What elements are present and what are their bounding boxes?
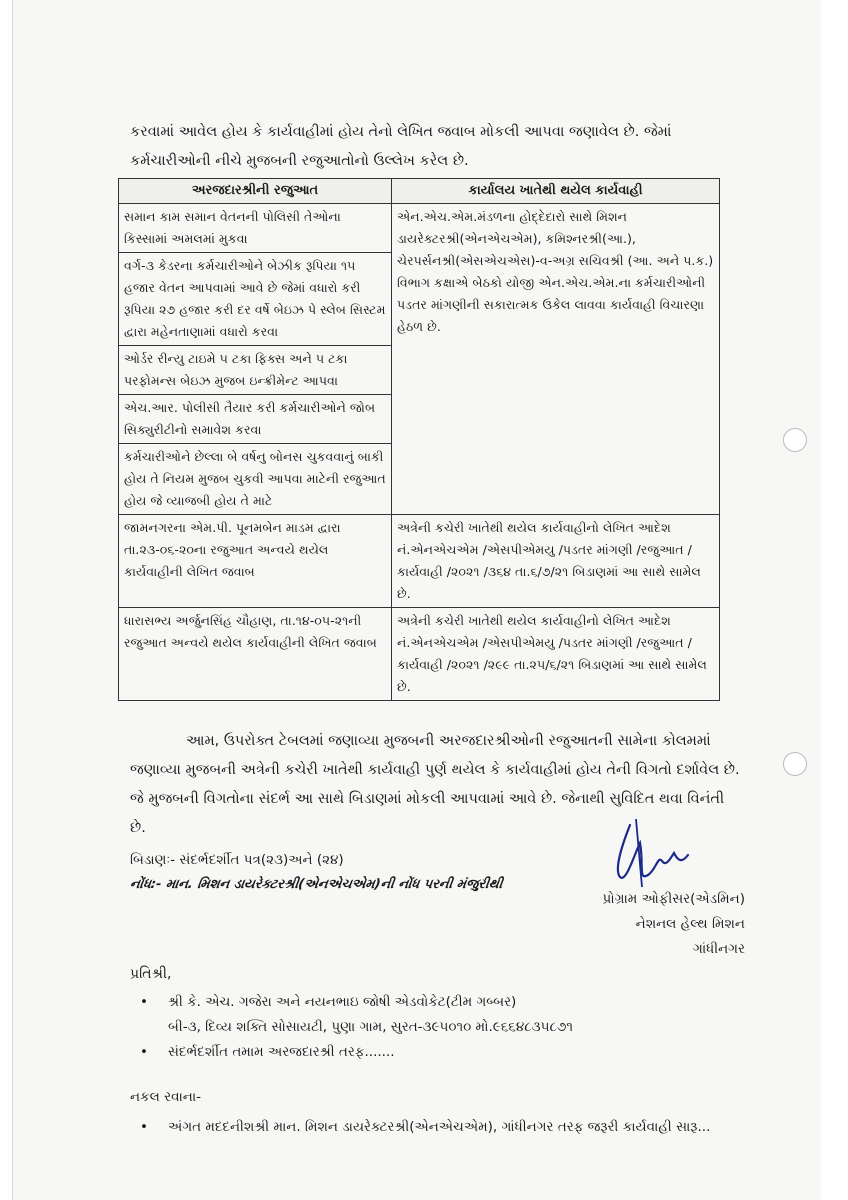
bullet-icon: • (140, 1119, 148, 1135)
header-request: અરજદારશ્રીની રજુઆત (119, 179, 392, 204)
signatory-city: ગાંધીનગર (692, 941, 745, 957)
table-row (119, 515, 720, 608)
punch-hole (783, 752, 807, 776)
forward-list (140, 1115, 790, 1140)
request-cell: જામનગરના એમ.પી. પૂનમબેન માડમ દ્વારા તા.૨૩-૦૬-૨૦ના રજુઆત અન્વયે થયેલ કાર્યવાહીની લેખિત જવાબ (119, 515, 392, 608)
request-cell: વર્ગ-૩ કેડરના કર્મચારીઓને બેઝીક રૂપિયા ૧૫ હજાર વેતન આપવામાં આવે છે જેમાં વધારો કરી રૂપિયા ૨૭ હજાર કરી દર વર્ષે બેઇઝ પે સ્લેબ સિસ્ટમ દ્વારા મહેનતાણામાં વધારો કરવા (119, 253, 392, 346)
action-cell: અત્રેની કચેરી ખાતેથી થયેલ કાર્યવાહીનો લેખિત આદેશ નં.એનએચએમ /એસપીએમયુ /પડતર માંગણી /રજુઆત /કાર્યવાહી /૨૦૨૧ /૩૬૪ તા.૬/૭/૨૧ બિડાણમાં આ સાથે સામેલ છે. (392, 515, 720, 608)
recipient-all: સંદર્ભદર્શીત તમામ અરજદારશ્રી તરફ....... (168, 1044, 395, 1060)
list-item (140, 1040, 780, 1065)
forward-recipient: અંગત મદદનીશશ્રી માન. મિશન ડાયરેક્ટરશ્રી(એનએચએમ), ગાંધીનગર તરફ જરૂરી કાર્યવાહી સારૂ... (168, 1119, 711, 1135)
header-action: કાર્યાલય ખાતેથી થયેલ કાર્યવાહી (392, 179, 720, 204)
intro-line: કરવામાં આવેલ હોય કે કાર્યવાહીમાં હોય તેનો લેખિત જવાબ મોકલી આપવા જણાવેલ છે. જેમાં (130, 124, 672, 140)
table-row (119, 608, 720, 701)
table-row (119, 204, 720, 253)
intro-paragraph (130, 118, 742, 176)
action-cell: એન.એચ.એમ.મંડળના હોદ્દેદારો સાથે મિશન ડાયરેક્ટરશ્રી(એનએચએમ), કમિશ્નરશ્રી(આ.), ચેરપર્સનશ્રી(એસએચએસ)-વ-અગ્ર સચિવશ્રી (આ. અને પ.ક.) વિભાગ કક્ષાએ બેઠકો યોજી એન.એચ.એમ.ના કર્મચારીઓની પડતર માંગણીની સકારાત્મક ઉકેલ લાવવા કાર્યવાહી વિચારણા હેઠળ છે. (392, 204, 720, 515)
list-item (140, 990, 780, 1015)
list-item (140, 1015, 780, 1040)
representation-table (118, 178, 720, 701)
table-header-row (119, 179, 720, 204)
request-cell: કર્મચારીઓને છેલ્લા બે વર્ષનુ બોનસ ચુકવવાનું બાકી હોય તે નિયમ મુજબ ચુકવી આપવા માટેની રજુઆત હોય જે વ્યાજબી હોય તે માટે (119, 444, 392, 515)
request-cell: ઓર્ડર રીન્યુ ટાઇમે ૫ ટકા ફિક્સ અને ૫ ટકા પરફોમન્સ બેઇઝ મુજબ ઇન્ક્રીમેન્ટ આપવા (119, 346, 392, 395)
action-cell: અત્રેની કચેરી ખાતેથી થયેલ કાર્યવાહીનો લેખિત આદેશ નં.એનએચએમ /એસપીએમયુ /પડતર માંગણી /રજુઆત /કાર્યવાહી /૨૦૨૧ /૨૯૯ તા.૨૫/૬/૨૧ બિડાણમાં આ સાથે સામેલ છે. (392, 608, 720, 701)
copy-to-list (140, 990, 780, 1065)
request-cell: સમાન કામ સમાન વેતનની પોલિસી તેઓના કિસ્સામાં અમલમાં મુકવા (119, 204, 392, 253)
handwritten-note: નોંધ:- માન. મિશન ડાયરેક્ટરશ્રી(એનએચએમ)ની નોંધ પરની મંજુરીથી (128, 877, 504, 892)
bullet-icon: • (140, 994, 148, 1010)
bullet-icon: • (140, 1044, 148, 1060)
forward-label: નકલ રવાના- (130, 1089, 202, 1105)
signatory-title: પ્રોગ્રામ ઓફીસર(એડમિન) (602, 891, 745, 907)
recipient-address: બી-૩, દિવ્ય શક્તિ સોસાયટી, પુણા ગામ, સુરત-૩૯૫૦૧૦ મો.૯૬૬૪૮૩૫૮૭૧ (168, 1019, 573, 1035)
closing-paragraph: આમ, ઉપરોક્ત ટેબલમાં જણાવ્યા મુજબની અરજદારશ્રીઓની રજુઆતની સામેના કોલમમાં જણાવ્યા મુજબની અત્રેની કચેરી ખાતેથી કાર્યવાહી પુર્ણ થયેલ કે કાર્યવાહીમાં હોય તેની વિગતો દર્શાવેલ છે. જે મુજબની વિગતોના સંદર્ભ આ સાથે બિડાણમાં મોકલી આપવામાં આવે છે. જેનાથી સુવિદિત થવા વિનંતી છે. (130, 733, 740, 836)
punch-hole (783, 428, 807, 452)
attachment-line: બિડાણઃ- સંદર્ભદર્શીત પત્ર(૨૩)અને (૨૪) (130, 852, 344, 868)
list-item (140, 1115, 790, 1140)
request-cell: એચ.આર. પોલીસી તૈયાર કરી કર્મચારીઓને જોબ સિક્યુરીટીનો સમાવેશ કરવા (119, 395, 392, 444)
signatory-org: નેશનલ હેલ્થ મિશન (635, 916, 745, 932)
signature-scribble (600, 815, 710, 895)
intro-line: કર્મચારીઓની નીચે મુજબની રજુઆતોનો ઉલ્લેખ કરેલ છે. (130, 153, 469, 169)
signatory-block (575, 887, 745, 962)
request-cell: ધારાસભ્ય અર્જુનસિંહ ચૌહાણ, તા.૧૪-૦૫-૨૧ની રજુઆત અન્વયે થયેલ કાર્યવાહીની લેખિત જવાબ (119, 608, 392, 701)
recipient-name: શ્રી કે. એચ. ગજેરા અને નયનભાઇ જોષી એડવોકેટ(ટીમ ગબ્બર) (168, 994, 517, 1010)
copy-to-label: પ્રતિશ્રી, (130, 966, 172, 982)
